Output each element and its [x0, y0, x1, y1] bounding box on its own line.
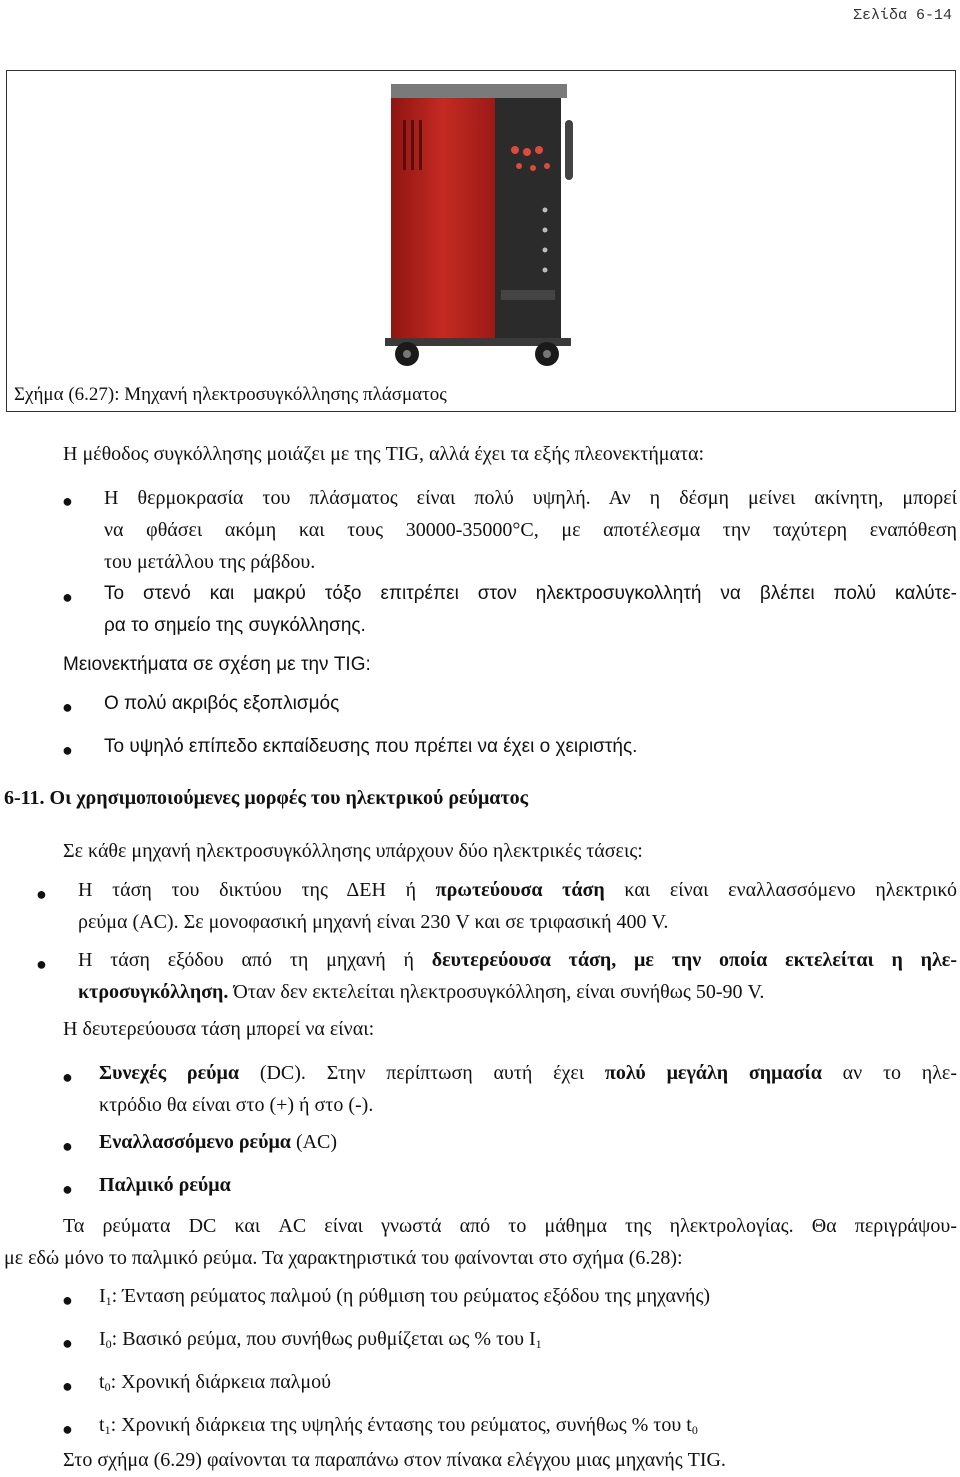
secondary-voltage-item: Η τάση εξόδου από τη μηχανή ή δευτερεύουσα τάση, με την οποία εκτελείται η ηλε- κτροσυγκόλληση. Όταν δεν εκτελείται ηλεκτροσυγκόλληση, είναι συνήθως 50-90 V. — [78, 949, 957, 1003]
figure-caption: Σχήμα (6.27): Μηχανή ηλεκτροσυγκόλλησης πλάσματος — [14, 384, 447, 405]
disadvantage-training: Το υψηλό επίπεδο εκπαίδευσης που πρέπει να έχει ο χειριστής. — [104, 736, 638, 757]
ac-current-item: Εναλλασσόμενο ρεύμα (AC) — [99, 1131, 338, 1153]
disadvantages-title: Μειονεκτήματα σε σχέση με την TIG: — [63, 654, 371, 675]
voltages-intro: Σε κάθε μηχανή ηλεκτροσυγκόλλησης υπάρχουν δύο ηλεκτρικές τάσεις: — [63, 840, 643, 862]
dc-ac-paragraph: Τα ρεύματα DC και AC είναι γνωστά από το μάθημα της ηλεκτρολογίας. Θα περιγράψου- με εδώ μόνο το παλμικό ρεύμα. Τα χαρακτηριστικά του φαίνονται στο σχήμα (6.28): — [4, 1215, 957, 1269]
advantage-temperature: Η θερμοκρασία του πλάσματος είναι πολύ υψηλή. Αν η δέσμη μείνει ακίνητη, μπορεί να φθάσει ακόμη και τους 30000-35000°C, με αποτέλεσμα την ταχύτερη εναπόθεση του μετάλλου της ράβδου. — [104, 487, 957, 573]
base-current-i0: $I_0$: Βασικό ρεύμα, που συνήθως ρυθμίζεται ως % του $I_1$ — [99, 1328, 542, 1351]
bullet: ● — [36, 884, 47, 904]
primary-voltage-item: Η τάση του δικτύου της ΔΕΗ ή πρωτεύουσα τάση και είναι εναλλασσόμενο ηλεκτρικό ρεύμα (AC). Σε μονοφασική μηχανή είναι 230 V και σε τριφασική 400 V. — [78, 879, 957, 933]
advantages-intro: Η μέθοδος συγκόλλησης μοιάζει με της TIG, αλλά έχει τα εξής πλεονεκτήματα: — [63, 443, 705, 465]
bullet: ● — [62, 1376, 73, 1396]
secondary-types-title: Η δευτερεύουσα τάση μπορεί να είναι: — [63, 1018, 375, 1040]
section-heading: 6-11. Οι χρησιμοποιούμενες μορφές του ηλεκτρικού ρεύματος — [4, 787, 529, 809]
bullet: ● — [62, 1067, 73, 1087]
bullet: ● — [62, 491, 73, 511]
disadvantage-equipment: Ο πολύ ακριβός εξοπλισμός — [104, 693, 340, 714]
pulse-duration-t0: $t_0$: Χρονική διάρκεια παλμού — [99, 1371, 332, 1394]
bullet: ● — [36, 954, 47, 974]
page-number: Σελίδα 6-14 — [852, 7, 952, 24]
bullet: ● — [62, 1179, 73, 1199]
advantage-narrow-arc: Το στενό και μακρύ τόξο επιτρέπει στον ηλεκτροσυγκολλητή να βλέπει πολύ καλύτε- ρα το σημείο της συγκόλλησης. — [104, 583, 957, 636]
high-current-duration-t1: $t_1$: Χρονική διάρκεια της υψηλής έντασης του ρεύματος, συνήθως % του $t_0$ — [99, 1414, 698, 1437]
closing-paragraph: Στο σχήμα (6.29) φαίνονται τα παραπάνω στον πίνακα ελέγχου μιας μηχανής TIG. — [63, 1449, 726, 1471]
dc-current-item: Συνεχές ρεύμα (DC). Στην περίπτωση αυτή έχει πολύ μεγάλη σημασία αν το ηλε- κτρόδιο θα είναι στο (+) ή στο (-). — [99, 1062, 957, 1116]
pulse-current-item: Παλμικό ρεύμα — [99, 1174, 231, 1196]
bullet: ● — [62, 587, 73, 607]
bullet: ● — [62, 1419, 73, 1439]
plasma-welding-machine-image — [375, 80, 585, 370]
bullet: ● — [62, 1290, 73, 1310]
bullet: ● — [62, 1136, 73, 1156]
pulse-current-i1: $I_1$: Ένταση ρεύματος παλμού (η ρύθμιση του ρεύματος εξόδου της μηχανής) — [99, 1285, 711, 1308]
bullet: ● — [62, 1333, 73, 1353]
bullet: ● — [62, 740, 73, 760]
bullet: ● — [62, 697, 73, 717]
